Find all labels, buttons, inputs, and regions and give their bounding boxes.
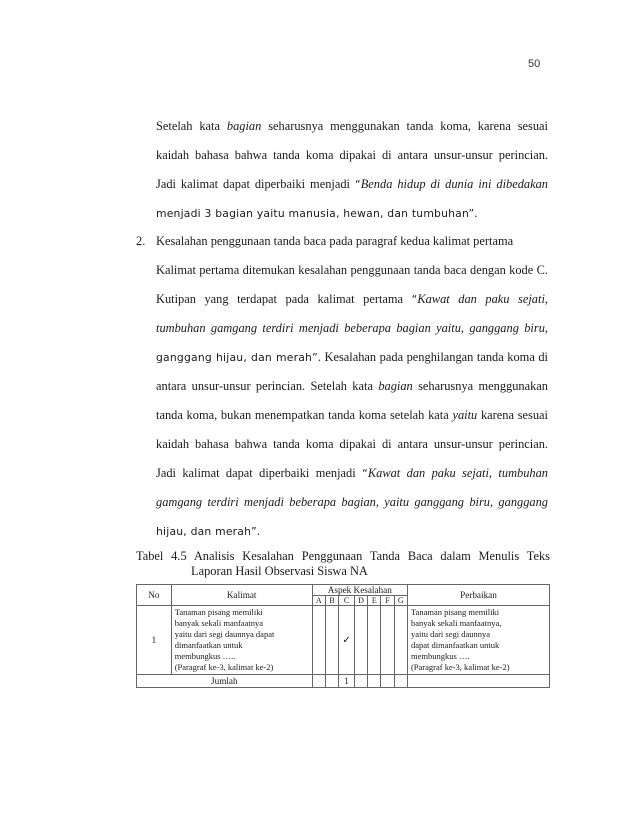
row-perbaikan: [407, 606, 549, 675]
italic-term: bagian: [378, 379, 413, 393]
quoted-text: hijau, dan merah”: [156, 525, 257, 538]
text-line: tumbuhan gamgang terdiri menjadi beberapa bagian yaitu, ganggang biru,: [156, 321, 548, 335]
header-aspek: Aspek Kesalahan: [312, 585, 407, 596]
header-code-d: D: [354, 596, 367, 606]
total-g: [394, 675, 407, 688]
header-code-e: E: [368, 596, 381, 606]
text-line: [156, 285, 548, 314]
row-no: 1: [137, 606, 172, 675]
text-line: [156, 401, 548, 430]
text: .: [474, 206, 478, 220]
text: Jadi kalimat dapat diperbaiki menjadi: [156, 177, 355, 191]
cell-line: yaitu dari segi daunnya: [410, 629, 491, 639]
text: Kesalahan pada penghilangan tanda koma di: [320, 350, 548, 364]
cell-e: [368, 606, 381, 675]
list-number: 2.: [136, 234, 146, 248]
analysis-table: [136, 584, 550, 688]
text-line: [156, 199, 548, 228]
caption-line: Tabel 4.5 Analisis Kesalahan Penggunaan Tanda Baca dalam Menulis Teks: [136, 549, 550, 563]
header-code-f: F: [381, 596, 394, 606]
header-code-g: G: [394, 596, 407, 606]
quote-mark: “: [354, 178, 361, 191]
cell-line: membungkus …..: [174, 651, 236, 661]
quote-mark: “: [362, 467, 368, 480]
header-kalimat: Kalimat: [171, 585, 312, 606]
cell-line: banyak sekali manfaatnya,: [410, 618, 502, 628]
header-code-a: A: [312, 596, 325, 606]
cell-line: membungkus ….: [410, 651, 470, 661]
cell-line: Tanaman pisang memiliki: [410, 607, 500, 617]
text: Setelah kata: [156, 119, 227, 133]
cell-f: [381, 606, 394, 675]
text: .: [317, 350, 321, 364]
cell-line: Tanaman pisang memiliki: [174, 607, 263, 617]
text-line: [156, 459, 548, 488]
total-b: [325, 675, 338, 688]
text: antara unsur-unsur perincian. Setelah kata: [156, 379, 379, 393]
header-no: No: [137, 585, 172, 606]
total-perbaikan: [407, 675, 549, 688]
row-kalimat: [171, 606, 312, 675]
text: karena sesuai: [477, 408, 549, 422]
text-line: [156, 343, 548, 372]
text: Kutipan yang terdapat pada kalimat pertama: [156, 292, 412, 306]
cell-g: [394, 606, 407, 675]
text: Jadi kalimat dapat diperbaiki menjadi: [156, 466, 363, 480]
cell-line: dimanfaatkan untuk: [174, 640, 243, 650]
cell-b: [325, 606, 338, 675]
text-line: [156, 170, 548, 199]
total-f: [381, 675, 394, 688]
quoted-text: Kawat dan paku sejati,: [417, 292, 548, 306]
cell-line: (Paragraf ke-3, kalimat ke-2): [410, 662, 510, 672]
text: seharusnya menggunakan tanda koma, karena sesuai: [261, 119, 548, 133]
text-line: Kalimat pertama ditemukan kesalahan penggunaan tanda baca dengan kode C.: [156, 263, 548, 277]
text-line: [156, 372, 548, 401]
total-c: 1: [339, 675, 355, 688]
total-a: [312, 675, 325, 688]
text: tanda koma, bukan menempatkan tanda koma setelah kata: [156, 408, 453, 422]
check-icon: ✓: [339, 606, 355, 675]
quoted-text: Benda hidup di dunia ini dibedakan: [360, 177, 548, 191]
header-code-c: C: [339, 596, 355, 606]
paragraph-1: [156, 112, 548, 228]
table-header-row: [137, 585, 550, 596]
text: seharusnya menggunakan: [412, 379, 549, 393]
table-row: [137, 606, 550, 675]
text-line: gamgang terdiri menjadi beberapa bagian, yaitu ganggang biru, ganggang: [156, 495, 548, 509]
caption-line: Laporan Hasil Observasi Siswa NA: [191, 564, 368, 578]
page-number: 50: [528, 58, 541, 70]
cell-d: [354, 606, 367, 675]
cell-line: dapat dimanfaatkan untuk: [410, 640, 500, 650]
total-e: [368, 675, 381, 688]
quoted-text: Kawat dan paku sejati, tumbuhan: [367, 466, 548, 480]
cell-line: banyak sekali manfaatnya: [174, 618, 263, 628]
total-label: Jumlah: [137, 675, 313, 688]
table-total-row: [137, 675, 550, 688]
italic-term: yaitu: [452, 408, 478, 422]
cell-line: (Paragraf ke-3, kalimat ke-2): [174, 662, 274, 672]
quoted-text: ganggang hijau, dan merah”: [156, 351, 318, 364]
text-line: kaidah bahasa bahwa tanda koma dipakai di antara unsur-unsur perincian.: [156, 148, 548, 162]
header-perbaikan: Perbaikan: [407, 585, 549, 606]
italic-term: bagian: [226, 119, 262, 133]
paragraph-2: [156, 227, 548, 546]
quoted-text: menjadi 3 bagian yaitu manusia, hewan, dan tumbuhan”: [156, 207, 475, 220]
quote-mark: “: [411, 293, 418, 306]
cell-a: [312, 606, 325, 675]
text-line: [156, 517, 548, 546]
total-d: [354, 675, 367, 688]
text-line: kaidah bahasa bahwa tanda koma dipakai di antara unsur-unsur perincian.: [156, 437, 548, 451]
text-line: Kesalahan penggunaan tanda baca pada paragraf kedua kalimat pertama: [156, 234, 514, 248]
table-caption: [136, 549, 550, 579]
text: .: [256, 524, 261, 538]
cell-line: yaitu dari segi daunnya dapat: [174, 629, 275, 639]
header-code-b: B: [325, 596, 338, 606]
text-line: [156, 112, 548, 141]
